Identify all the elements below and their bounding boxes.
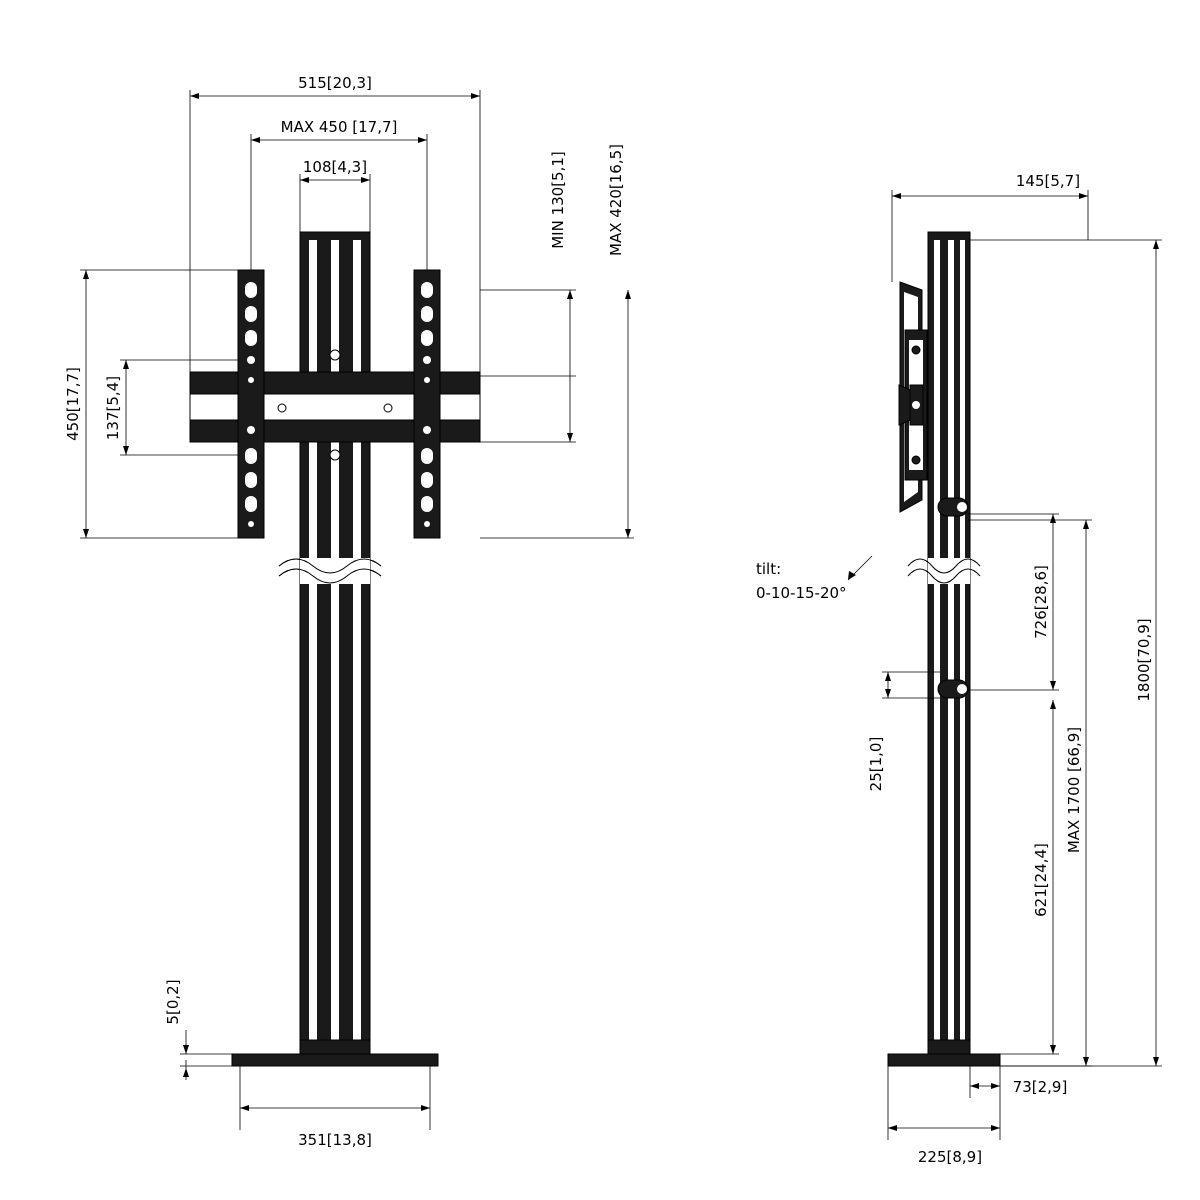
- front-base: [232, 1040, 438, 1066]
- dim-overall-width-label: 515[20,3]: [298, 74, 372, 92]
- dim-base-depth-label: 225[8,9]: [917, 1148, 983, 1166]
- dim-column-width: [300, 158, 370, 232]
- dim-column-depth-label: 145[5,7]: [1015, 172, 1081, 190]
- dim-max-height-label: MAX 420[16,5]: [607, 144, 625, 256]
- dim-base-width-label: 351[13,8]: [298, 1131, 372, 1149]
- side-view: [756, 172, 1162, 1166]
- tilt-note: [756, 556, 872, 602]
- side-base: [888, 1040, 1000, 1066]
- dim-mount-height-lower-label: 621[24,4]: [1032, 843, 1050, 917]
- tilt-note-values: 0-10-15-20°: [756, 584, 847, 602]
- dim-total-height: [970, 240, 1162, 1066]
- tilt-note-label: tilt:: [756, 560, 782, 578]
- dim-foot-offset-label: 25[1,0]: [867, 736, 885, 792]
- dim-base-front-offset-label: 73[2,9]: [1012, 1078, 1068, 1096]
- dim-total-height-label: 1800[70,9]: [1135, 618, 1153, 702]
- front-bracket-right: [414, 270, 440, 538]
- front-view: [64, 74, 634, 1149]
- side-tilt-bracket: [899, 282, 927, 512]
- dim-min-height-label: MIN 130[5,1]: [549, 151, 567, 249]
- dim-base-front-offset: [970, 1066, 1067, 1098]
- dim-base-width: [240, 1066, 430, 1149]
- dim-mount-height-upper: [968, 514, 1059, 690]
- dim-max-bracket-width-label: MAX 450 [17,7]: [280, 118, 398, 136]
- front-bracket-left: [238, 270, 264, 538]
- dim-bracket-inner-height-label: 137[5,4]: [104, 375, 122, 441]
- dim-column-depth: [892, 172, 1088, 282]
- dim-base-depth: [888, 1066, 1000, 1166]
- dim-base-thickness-label: 5[0,2]: [164, 979, 182, 1025]
- dim-min-height: [480, 151, 576, 442]
- dim-mount-height-upper-label: 726[28,6]: [1032, 565, 1050, 639]
- dim-max-mount-height-label: MAX 1700 [66,9]: [1065, 726, 1083, 854]
- dim-bracket-height-label: 450[17,7]: [64, 367, 82, 441]
- dim-column-width-label: 108[4,3]: [302, 158, 368, 176]
- dim-mount-height-lower: [968, 700, 1059, 1054]
- dim-max-mount-height: [968, 520, 1092, 1066]
